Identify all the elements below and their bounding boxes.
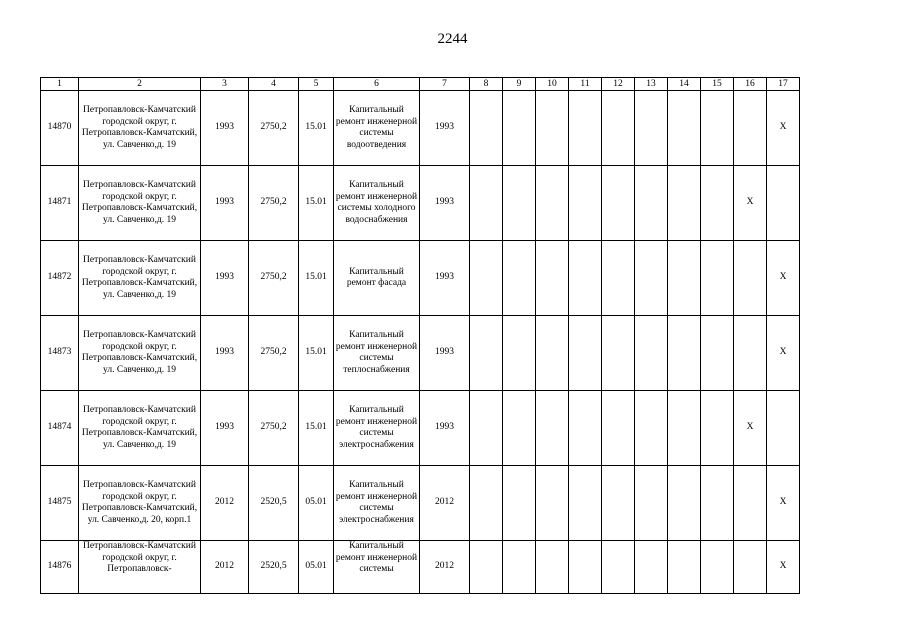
table-row [41, 466, 800, 541]
empty-cell [470, 466, 503, 541]
year-built: 1993 [201, 241, 249, 316]
code-cell: 15.01 [299, 391, 334, 466]
year-built: 2012 [201, 541, 249, 594]
column-header: 4 [249, 78, 299, 91]
empty-cell [602, 166, 635, 241]
empty-cell [602, 466, 635, 541]
empty-cell [668, 91, 701, 166]
plan-year-cell: 1993 [420, 91, 470, 166]
empty-cell [602, 391, 635, 466]
address-cell: Петропавловск-Камчатский городской округ, г. Петропавловск-Камчатский, ул. Савченко,д. 19 [79, 166, 201, 241]
empty-cell [470, 91, 503, 166]
record-id: 14872 [41, 241, 79, 316]
mark-cell-16: X [734, 391, 767, 466]
empty-cell [503, 391, 536, 466]
work-type-cell: Капитальный ремонт инженерной системы [334, 541, 420, 594]
empty-cell [668, 316, 701, 391]
year-built: 1993 [201, 166, 249, 241]
plan-year-cell: 1993 [420, 166, 470, 241]
empty-cell [503, 166, 536, 241]
empty-cell [668, 541, 701, 594]
table-row [41, 241, 800, 316]
code-cell: 15.01 [299, 241, 334, 316]
empty-cell [503, 541, 536, 594]
empty-cell [503, 91, 536, 166]
empty-cell [635, 241, 668, 316]
empty-cell [701, 391, 734, 466]
year-built: 1993 [201, 391, 249, 466]
record-id: 14876 [41, 541, 79, 594]
record-id: 14871 [41, 166, 79, 241]
record-id: 14873 [41, 316, 79, 391]
mark-cell-16 [734, 91, 767, 166]
area-cell: 2750,2 [249, 316, 299, 391]
empty-cell [569, 166, 602, 241]
empty-cell [503, 316, 536, 391]
empty-cell [635, 91, 668, 166]
work-type-cell: Капитальный ремонт инженерной системы электроснабжения [334, 466, 420, 541]
mark-cell-16: X [734, 166, 767, 241]
empty-cell [668, 166, 701, 241]
empty-cell [470, 166, 503, 241]
empty-cell [503, 241, 536, 316]
column-header: 14 [668, 78, 701, 91]
empty-cell [602, 241, 635, 316]
column-header: 9 [503, 78, 536, 91]
empty-cell [536, 166, 569, 241]
area-cell: 2750,2 [249, 91, 299, 166]
table-row [41, 91, 800, 166]
year-built: 2012 [201, 466, 249, 541]
empty-cell [569, 466, 602, 541]
code-cell: 15.01 [299, 316, 334, 391]
empty-cell [635, 316, 668, 391]
empty-cell [536, 91, 569, 166]
record-id: 14874 [41, 391, 79, 466]
column-header: 1 [41, 78, 79, 91]
column-header: 6 [334, 78, 420, 91]
plan-year-cell: 1993 [420, 316, 470, 391]
code-cell: 05.01 [299, 541, 334, 594]
column-header: 2 [79, 78, 201, 91]
empty-cell [536, 541, 569, 594]
area-cell: 2520,5 [249, 541, 299, 594]
plan-year-cell: 1993 [420, 241, 470, 316]
table-row [41, 541, 800, 594]
register-table [40, 77, 800, 594]
empty-cell [569, 391, 602, 466]
mark-cell-17: X [767, 466, 800, 541]
address-cell: Петропавловск-Камчатский городской округ, г. Петропавловск-Камчатский, ул. Савченко,д. 19 [79, 91, 201, 166]
column-header: 12 [602, 78, 635, 91]
empty-cell [668, 466, 701, 541]
mark-cell-17: X [767, 541, 800, 594]
empty-cell [569, 541, 602, 594]
record-id: 14870 [41, 91, 79, 166]
work-type-cell: Капитальный ремонт инженерной системы холодного водоснабжения [334, 166, 420, 241]
address-cell: Петропавловск-Камчатский городской округ, г. Петропавловск-Камчатский, ул. Савченко,д. 19 [79, 241, 201, 316]
year-built: 1993 [201, 91, 249, 166]
column-header: 13 [635, 78, 668, 91]
empty-cell [470, 391, 503, 466]
area-cell: 2750,2 [249, 166, 299, 241]
column-header: 10 [536, 78, 569, 91]
column-header: 8 [470, 78, 503, 91]
empty-cell [470, 316, 503, 391]
area-cell: 2750,2 [249, 241, 299, 316]
empty-cell [635, 391, 668, 466]
empty-cell [536, 466, 569, 541]
table-row [41, 391, 800, 466]
empty-cell [470, 541, 503, 594]
mark-cell-17 [767, 166, 800, 241]
empty-cell [701, 466, 734, 541]
header-row [41, 78, 800, 91]
table-row [41, 316, 800, 391]
column-header: 17 [767, 78, 800, 91]
empty-cell [701, 91, 734, 166]
empty-cell [536, 316, 569, 391]
record-id: 14875 [41, 466, 79, 541]
address-cell: Петропавловск-Камчатский городской округ, г. Петропавловск-Камчатский, ул. Савченко,д. 20, корп.1 [79, 466, 201, 541]
mark-cell-17: X [767, 91, 800, 166]
empty-cell [635, 166, 668, 241]
empty-cell [635, 541, 668, 594]
column-header: 16 [734, 78, 767, 91]
code-cell: 05.01 [299, 466, 334, 541]
mark-cell-16 [734, 466, 767, 541]
empty-cell [668, 391, 701, 466]
work-type-cell: Капитальный ремонт инженерной системы теплоснабжения [334, 316, 420, 391]
area-cell: 2750,2 [249, 391, 299, 466]
empty-cell [569, 241, 602, 316]
mark-cell-16 [734, 316, 767, 391]
code-cell: 15.01 [299, 166, 334, 241]
empty-cell [668, 241, 701, 316]
area-cell: 2520,5 [249, 466, 299, 541]
empty-cell [602, 316, 635, 391]
column-header: 11 [569, 78, 602, 91]
empty-cell [602, 91, 635, 166]
empty-cell [701, 541, 734, 594]
plan-year-cell: 2012 [420, 541, 470, 594]
empty-cell [701, 241, 734, 316]
empty-cell [569, 316, 602, 391]
mark-cell-16 [734, 241, 767, 316]
column-header: 15 [701, 78, 734, 91]
empty-cell [635, 466, 668, 541]
year-built: 1993 [201, 316, 249, 391]
empty-cell [503, 466, 536, 541]
empty-cell [470, 241, 503, 316]
work-type-cell: Капитальный ремонт инженерной системы водоотведения [334, 91, 420, 166]
plan-year-cell: 1993 [420, 391, 470, 466]
page-number: 2244 [437, 31, 468, 47]
empty-cell [701, 166, 734, 241]
column-header: 3 [201, 78, 249, 91]
mark-cell-17: X [767, 316, 800, 391]
plan-year-cell: 2012 [420, 466, 470, 541]
address-cell: Петропавловск-Камчатский городской округ, г. Петропавловск- [79, 541, 201, 594]
empty-cell [602, 541, 635, 594]
column-header: 7 [420, 78, 470, 91]
empty-cell [536, 391, 569, 466]
mark-cell-17 [767, 391, 800, 466]
work-type-cell: Капитальный ремонт инженерной системы электроснабжения [334, 391, 420, 466]
address-cell: Петропавловск-Камчатский городской округ, г. Петропавловск-Камчатский, ул. Савченко,д. 19 [79, 391, 201, 466]
column-header: 5 [299, 78, 334, 91]
mark-cell-17: X [767, 241, 800, 316]
code-cell: 15.01 [299, 91, 334, 166]
mark-cell-16 [734, 541, 767, 594]
empty-cell [536, 241, 569, 316]
address-cell: Петропавловск-Камчатский городской округ, г. Петропавловск-Камчатский, ул. Савченко,д. 19 [79, 316, 201, 391]
table-row [41, 166, 800, 241]
empty-cell [569, 91, 602, 166]
empty-cell [701, 316, 734, 391]
work-type-cell: Капитальный ремонт фасада [334, 241, 420, 316]
